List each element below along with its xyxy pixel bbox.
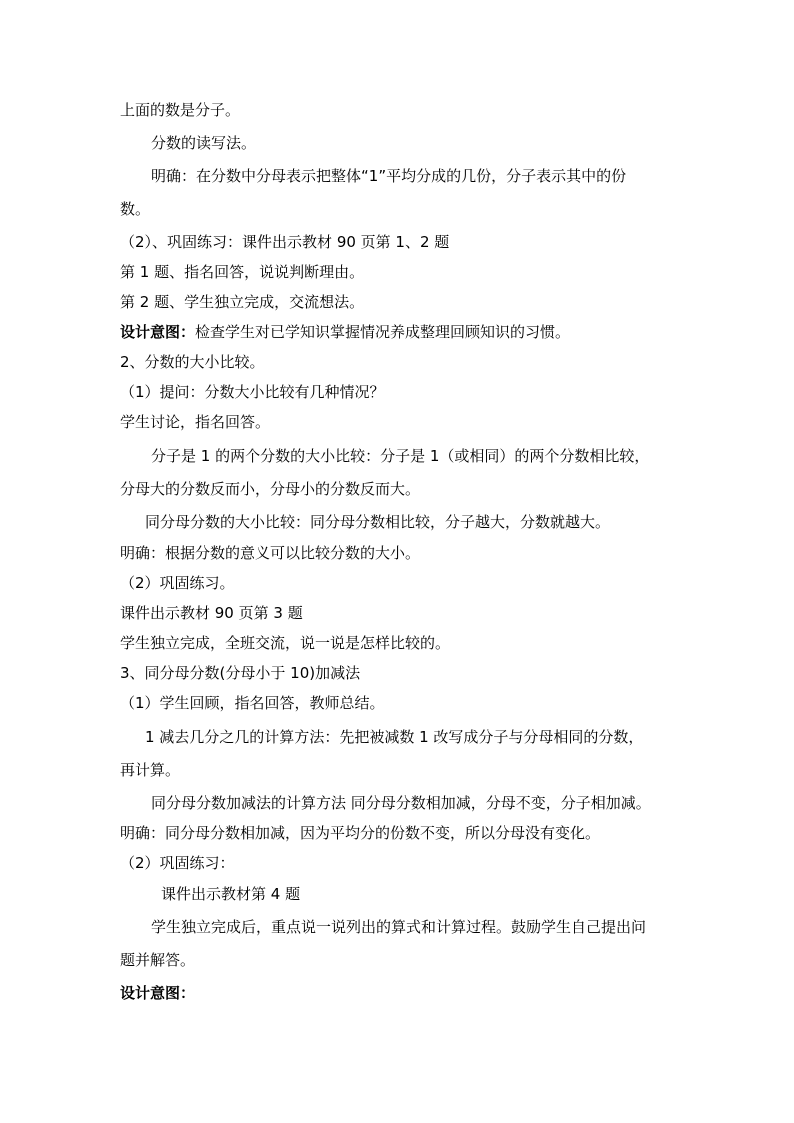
text-line-24: 明确：同分母分数相加减，因为平均分的份数不变，所以分母没有变化。 [120,824,601,842]
design-intent-label: 设计意图： [120,323,196,341]
text-line-18: 学生独立完成，全班交流，说一说是怎样比较的。 [120,634,451,652]
text-line-4: 数。 [120,200,151,218]
text-line-14: 同分母分数的大小比较：同分母分数相比较，分子越大，分数就越大。 [145,513,611,531]
text-line-15: 明确：根据分数的意义可以比较分数的大小。 [120,544,421,562]
text-line-5: （2）、巩固练习：课件出示教材 90 页第 1、2 题 [120,233,450,251]
text-line-23: 同分母分数加减法的计算方法 同分母分数相加减，分母不变，分子相加减。 [151,794,651,812]
text-line-27: 学生独立完成后，重点说一说列出的算式和计算过程。鼓励学生自己提出问 [151,918,647,936]
design-intent-label-2: 设计意图： [120,984,196,1002]
text-line-17: 课件出示教材 90 页第 3 题 [120,604,303,622]
text-line-16: （2）巩固练习。 [120,574,235,592]
text-line-6: 第 1 题、指名回答，说说判断理由。 [120,263,365,281]
text-line-2: 分数的读写法。 [151,134,257,152]
text-line-20: （1）学生回顾，指名回答，教师总结。 [120,694,385,712]
text-line-21: 1 减去几分之几的计算方法：先把被减数 1 改写成分子与分母相同的分数， [145,728,644,746]
section-heading-2: 2、分数的大小比较。 [120,353,265,371]
text-line-10: （1）提问：分数大小比较有几种情况？ [120,383,385,401]
text-line-13: 分母大的分数反而小，分母小的分数反而大。 [120,480,421,498]
text-line-28: 题并解答。 [120,951,196,969]
text-line-7: 第 2 题、学生独立完成，交流想法。 [120,293,365,311]
design-intent-line-2 [120,983,195,1003]
text-line-22: 再计算。 [120,761,181,779]
text-line-26: 课件出示教材第 4 题 [161,885,301,903]
design-intent-line-1: 设计意图：检查学生对已学知识掌握情况养成整理回顾知识的习惯。 [120,323,571,341]
section-heading-3: 3、同分母分数(分母小于 10)加减法 [120,664,361,682]
text-line-12: 分子是 1 的两个分数的大小比较：分子是 1（或相同）的两个分数相比较， [151,447,650,465]
text-line-1: 上面的数是分子。 [120,101,241,119]
text-line-3: 明确：在分数中分母表示把整体“1”平均分成的几份，分子表示其中的份 [151,167,627,185]
text-line-25: （2）巩固练习： [120,854,235,872]
text-line-11: 学生讨论，指名回答。 [120,413,271,431]
